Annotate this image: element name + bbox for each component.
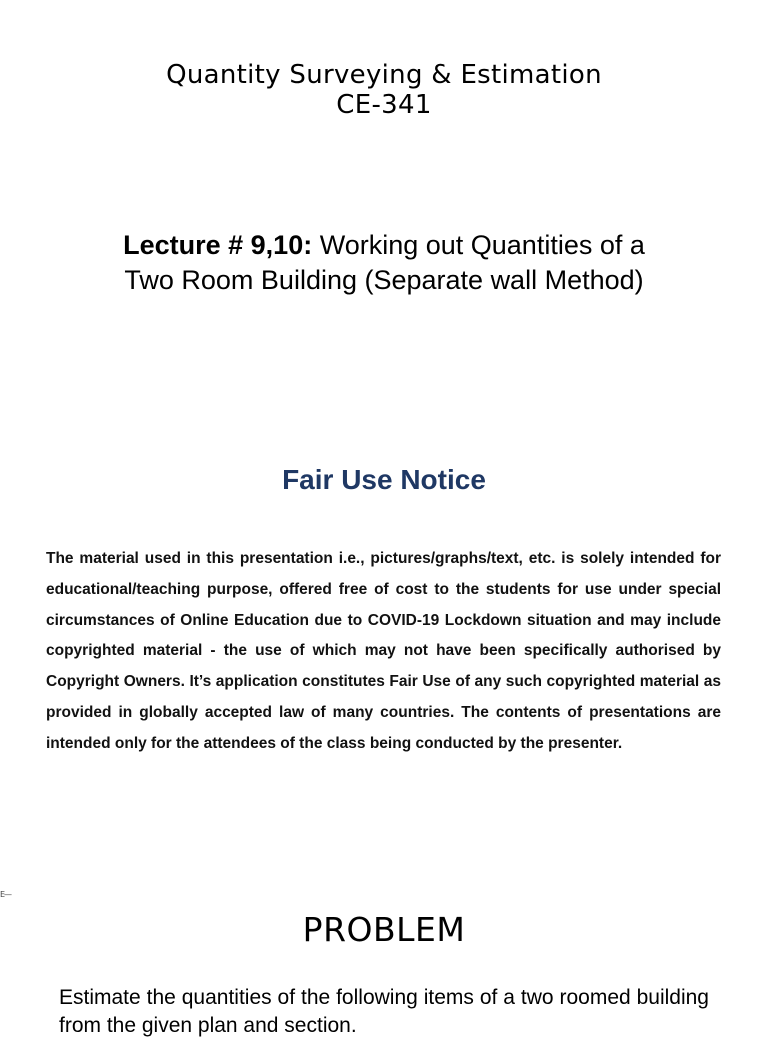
side-mark: E— [0,890,12,899]
problem-text: Estimate the quantities of the following items of a two roomed building from the given plan and section. [59,986,709,1037]
lecture-number: Lecture # 9,10: [123,230,313,260]
lecture-topic-line1: Working out Quantities of a [312,230,645,260]
lecture-topic-line2: Two Room Building (Separate wall Method) [124,265,644,295]
course-title [0,60,768,120]
course-title-name: Quantity Surveying & Estimation [166,60,602,90]
fair-use-heading: Fair Use Notice [282,464,486,495]
fair-use-text: The material used in this presentation i.e., pictures/graphs/text, etc. is solely intended for educational/teaching purpose, offered free of cost to the students for use under special circumstances of Online Education due to COVID-19 Lockdown situation and may include copyrighted material - the use of which may not have been specifically authorised by Copyright Owners. It’s application constitutes Fair Use of any such copyrighted material as provided in globally accepted law of many countries. The contents of presentations are intended only for the attendees of the class being conducted by the presenter. [46,550,721,752]
lecture-title [70,228,698,298]
course-code: CE-341 [336,90,432,120]
problem-heading: PROBLEM [302,910,466,949]
